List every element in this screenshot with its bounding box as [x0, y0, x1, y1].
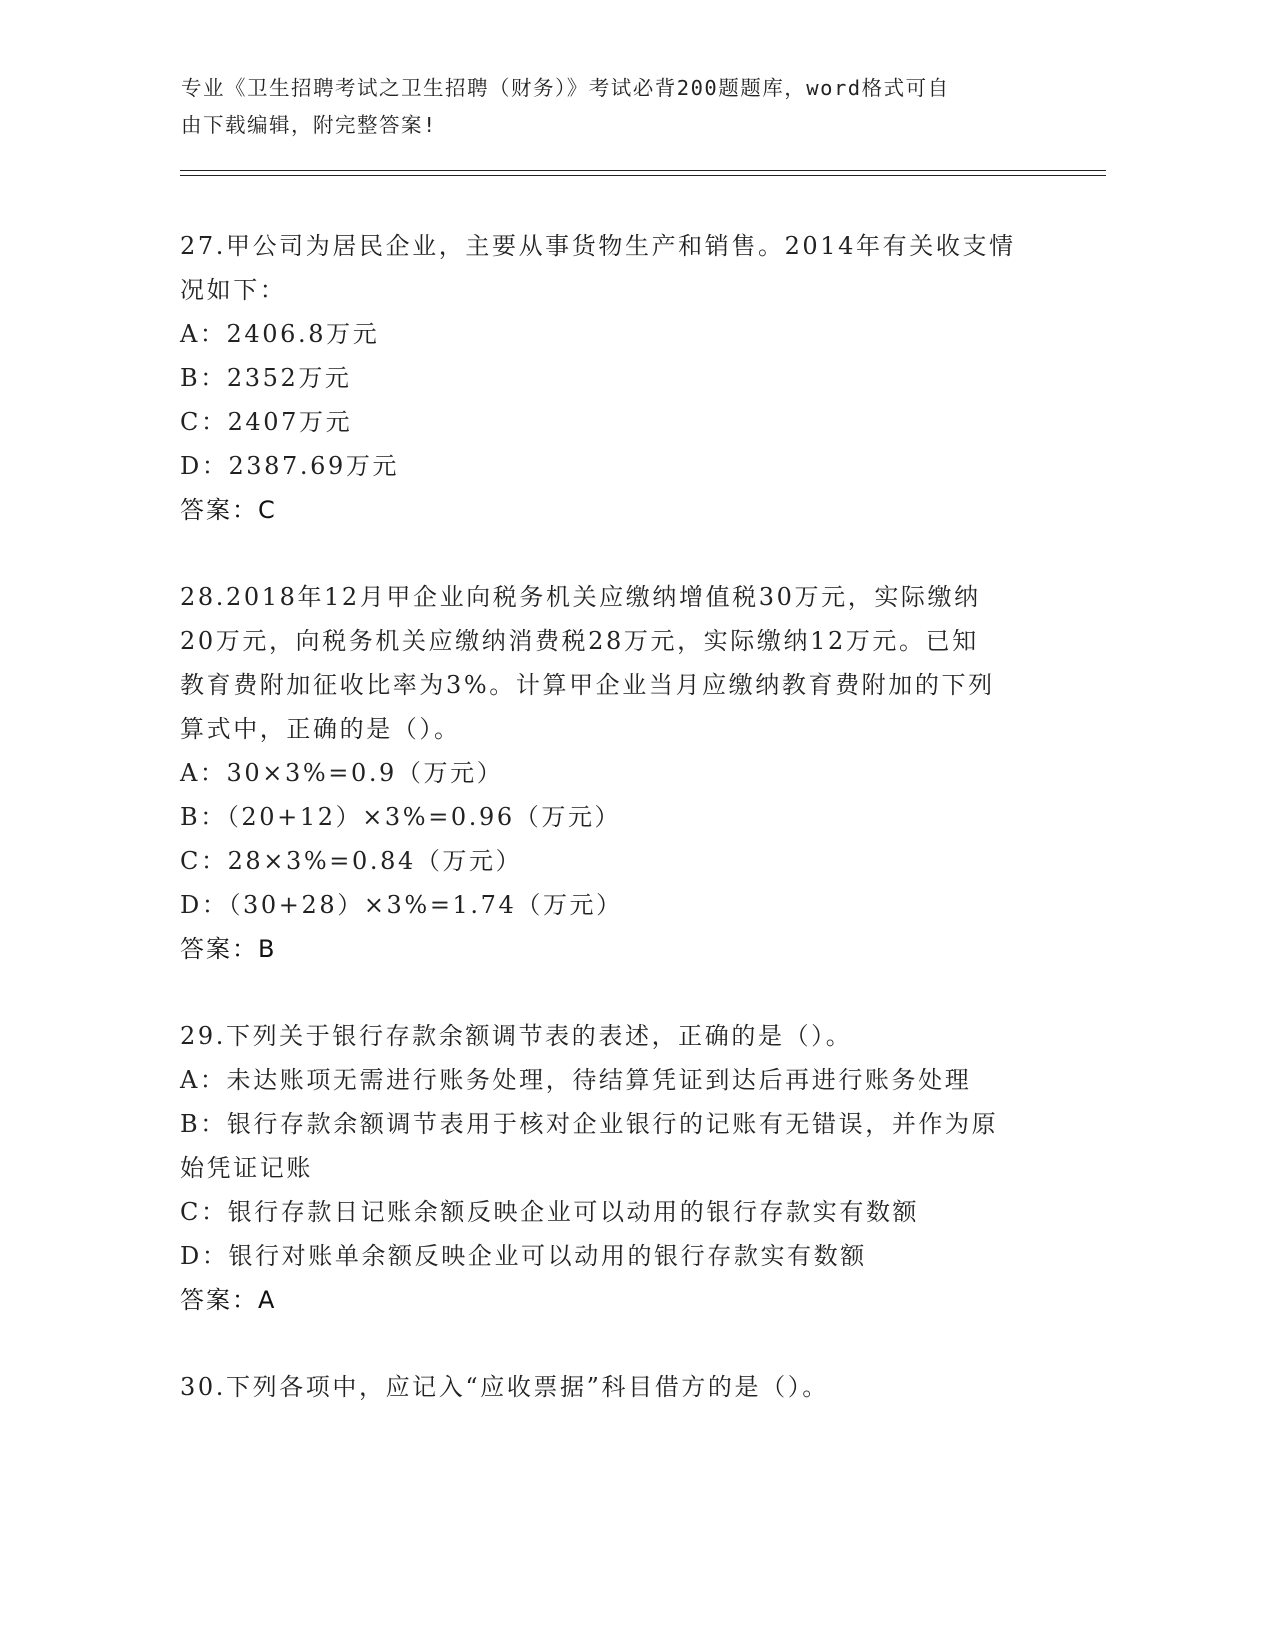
header-divider [180, 175, 1106, 176]
question-28 [180, 575, 1080, 971]
question-27 [180, 224, 1080, 532]
document-header [181, 70, 1041, 144]
header-line: 专业《卫生招聘考试之卫生招聘（财务）》考试必背200题题库，word格式可自 [181, 76, 950, 100]
option-d: D：银行对账单余额反映企业可以动用的银行存款实有数额 [180, 1242, 867, 1270]
option-b: B：银行存款余额调节表用于核对企业银行的记账有无错误，并作为原 [180, 1110, 999, 1138]
option-b: B：2352万元 [180, 364, 352, 392]
question-text: 教育费附加征收比率为3%。计算甲企业当月应缴纳教育费附加的下列 [180, 671, 995, 699]
question-text: 29.下列关于银行存款余额调节表的表述，正确的是（）。 [180, 1022, 853, 1050]
option-d: D：2387.69万元 [180, 452, 400, 480]
option-b: B：（20+12）×3%=0.96（万元） [180, 803, 622, 831]
answer: 答案：C [180, 496, 277, 524]
question-text: 27.甲公司为居民企业，主要从事货物生产和销售。2014年有关收支情 [180, 232, 1016, 260]
question-30 [180, 1365, 1080, 1409]
option-c: C：28×3%=0.84（万元） [180, 847, 523, 875]
question-text: 20万元，向税务机关应缴纳消费税28万元，实际缴纳12万元。已知 [180, 627, 979, 655]
question-text: 30.下列各项中，应记入“应收票据”科目借方的是（）。 [180, 1373, 829, 1401]
option-c: C：2407万元 [180, 408, 353, 436]
option-d: D：（30+28）×3%=1.74（万元） [180, 891, 623, 919]
question-list [180, 224, 1080, 1409]
header-divider [180, 170, 1106, 171]
question-text: 28.2018年12月甲企业向税务机关应缴纳增值税30万元，实际缴纳 [180, 583, 981, 611]
option-a: A：2406.8万元 [180, 320, 380, 348]
question-29 [180, 1014, 1080, 1322]
answer: 答案：A [180, 1286, 277, 1314]
header-line: 由下载编辑，附完整答案! [181, 113, 437, 137]
option-a: A：未达账项无需进行账务处理，待结算凭证到达后再进行账务处理 [180, 1066, 972, 1094]
option-b-continued: 始凭证记账 [180, 1154, 313, 1182]
answer: 答案：B [180, 935, 277, 963]
question-text: 况如下： [180, 276, 287, 304]
question-text: 算式中，正确的是（）。 [180, 715, 461, 743]
option-a: A：30×3%=0.9（万元） [180, 759, 504, 787]
option-c: C：银行存款日记账余额反映企业可以动用的银行存款实有数额 [180, 1198, 920, 1226]
